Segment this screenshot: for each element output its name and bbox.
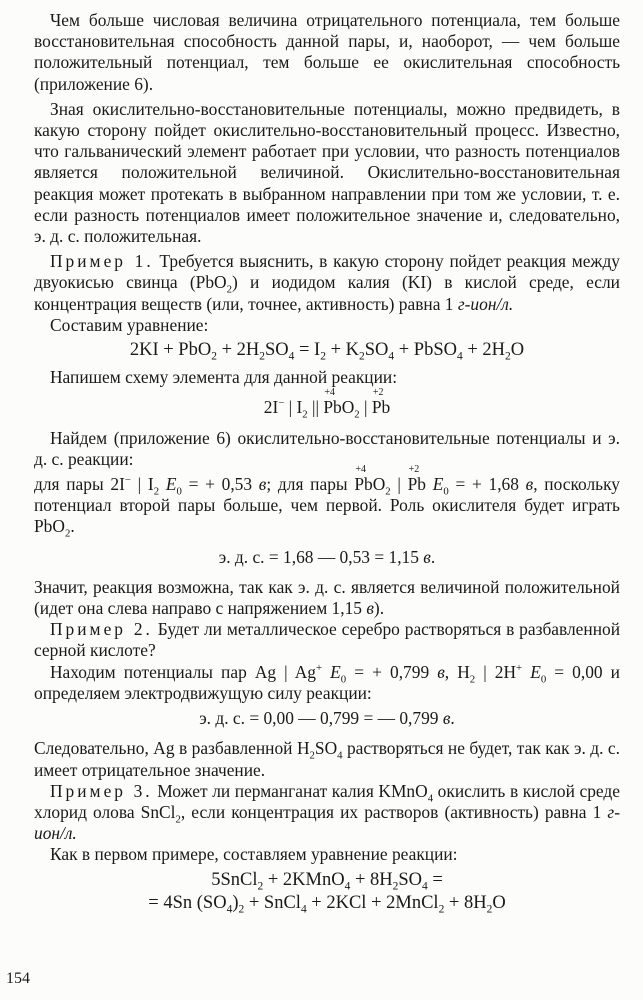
example-1-text-a: Требуется выяснить, в какую сторону пойдет реакция между двуокисью свинца (PbO <box>34 251 620 293</box>
find-potentials-text: Найдем (приложение 6) окислительно-восстановительные потенциалы и э. д. с. реакции: <box>34 427 620 469</box>
example-2-text: Будет ли металлическое серебро растворяться в разбавленной серной кислоте? <box>34 619 621 661</box>
cell-scheme: 2I− | $I_2$ || +4 PbO$_2$ | +2 Pb <box>263 387 391 421</box>
compose-equation-text: Составим уравнение: <box>50 314 209 335</box>
conclusion-1-end: ). <box>373 598 385 619</box>
emf-calculation-2: э. д. с. = 0,00 — 0,799 = — 0,799 в. <box>199 708 455 729</box>
equation-sncl2-line1: 5SnCl$_2$ + 2KMnO$_4$ + $8H_2SO_4$ = <box>211 869 443 893</box>
pair-potentials: для пары 2I− | $I_2$ $E_0$ = + 0,53 в; для пары +4 PbO$_2$ | +2 Pb $E_0$ = + 1,68 в, поскольку потенциал второй пары больше, чем первой. Роль окислителя будет играть PbO$_2$. <box>34 464 620 540</box>
h2-pair-text: , H <box>444 661 470 682</box>
e0-symbol: E <box>165 474 177 495</box>
conclusion-1-text: Значит, реакция возможна, так как э. д. с. является величиной положительной (идет она слева направо с напряжением 1,15 <box>34 576 620 619</box>
pair-text-c: , поскольку потенциал второй пары больше, чем первой. Роль окислителя будет играть PbO <box>34 474 620 537</box>
example-2-statement <box>34 619 620 661</box>
example-3-statement: Пример 3. Может ли перманганат калия KMnO$_4$ окислить в кислой среде хлорид олова SnCl$_2$, если концентрация их растворов (активность) равна 1 г-ион/л. <box>34 780 620 844</box>
find-pairs-text: Находим потенциалы пар Ag | Ag <box>50 661 317 682</box>
unit-gion-2: г-ион/л. <box>34 801 620 844</box>
unit-v-6: в <box>442 708 451 729</box>
write-scheme-text: Напишем схему элемента для данной реакции: <box>50 367 398 388</box>
as-first-example-text: Как в первом примере, составляем уравнение реакции: <box>50 844 458 865</box>
pair-text-a: для пары <box>34 474 104 495</box>
h-ion-text: | 2H <box>475 661 517 682</box>
e0-symbol-2: E <box>432 474 444 495</box>
e0-symbol-4: E <box>530 661 541 682</box>
equation-ki-pbo2: $2KI + PbO_2 + 2H_2SO_4 = I_2 + K_2SO_4$ + PbSO$_4$ + $2H_2O$ <box>129 340 525 363</box>
value-053: = + 0,53 <box>188 474 253 495</box>
unit-v-3: в <box>423 546 431 567</box>
value-0799: = + 0,799 <box>354 661 430 682</box>
conclusion-2-text-b: растворяться не будет, так как э. д. с. имеет отрицательное значение. <box>34 738 621 780</box>
pair-text-b: ; для пары <box>266 474 348 495</box>
equation-sncl2-line2: = 4Sn $(SO_4)_2$ + SnCl$_4$ + 2KCl + 2MnCl$_2$ + $8H_2O$ <box>148 892 506 916</box>
unit-v-2: в <box>525 474 534 495</box>
value-000: = 0,00 и определяем электродвижущую силу реакции: <box>34 661 620 703</box>
find-pairs-paragraph: Находим потенциалы пар Ag | Ag+ $E_0$ = + 0,799 в, $H_2$ | 2H+ $E_0 = 0,00$ и определяем электродвижущую силу реакции: <box>34 661 620 703</box>
page-number: 154 <box>6 970 30 987</box>
emf-calculation-1: э. д. с. = 1,68 — 0,53 = 1,15 в. <box>218 546 436 567</box>
paragraph-potential-strength: Чем больше числовая величина отрицательного потенциала, тем больше восстановительная способность данной пары, и, наоборот, — чем больше положительный потенциал, тем больше ее окислительная способность (приложение 6). <box>34 10 620 94</box>
conclusion-1 <box>34 577 620 619</box>
document-page <box>34 10 620 920</box>
unit-v: в <box>258 474 267 495</box>
unit-v-4: в <box>366 598 374 619</box>
emf-calc-2-text: э. д. с. = 0,00 — 0,799 = — 0,799 <box>199 708 439 729</box>
conclusion-2: Следовательно, Ag в разбавленной $H_2SO_4$ растворяться не будет, так как э. д. с. имеет отрицательное значение. <box>34 738 621 780</box>
unit-gion: г-ион/л. <box>457 293 514 314</box>
example-1-statement: Пример 1. Требуется выяснить, в какую сторону пойдет реакция между двуокисью свинца (PbO$_2$) и иодидом калия (KI) в кислой среде, если концентрация веществ (или, точнее, активность) равна 1 г-ион/л. <box>34 251 620 314</box>
example-3-text-c: , если концентрация их растворов (активность) равна 1 <box>180 801 602 822</box>
value-168: = + 1,68 <box>455 474 519 495</box>
example-3-text-a: Может ли перманганат калия KMnO <box>157 780 428 801</box>
conclusion-2-text-a: Следовательно, Ag в разбавленной H <box>34 738 310 759</box>
emf-calc-1-text: э. д. с. = 1,68 — 0,53 = 1,15 <box>218 546 419 567</box>
example-3-label: Пример 3. <box>50 780 153 801</box>
example-2-label: Пример 2. <box>50 619 153 640</box>
example-1-label: Пример 1. <box>50 251 154 272</box>
paragraph-redox-direction: Зная окислительно-восстановительные потенциалы, можно предвидеть, в какую сторону пойдет окислительно-восстановительный процесс. Известно, что гальванический элемент работает при условии, что разность потенциалов является положительной величиной. Окислительно-восстановительная реакция может протекать в выбранном направлении при том же условии, т. е. если разность потенциалов имеет положительное значение и, следовательно, э. д. с. положительная. <box>34 98 620 247</box>
example-3-text-b: окислить в кислой среде хлорид олова SnCl <box>34 780 620 822</box>
unit-v-5: в <box>437 661 445 682</box>
example-1-text-b: ) и иодидом калия (KI) в кислой среде, если концентрация веществ (или, точнее, активность) равна 1 <box>34 272 620 314</box>
e0-symbol-3: E <box>330 661 341 682</box>
